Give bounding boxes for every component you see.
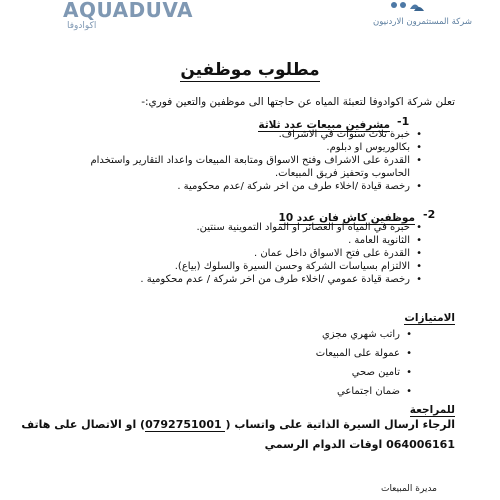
bullet-icon: • bbox=[406, 329, 412, 340]
bullet-icon: • bbox=[416, 235, 422, 246]
list-item: • رخصة قيادة /اخلاء طرف من اخر شركة /عدم محكومية . bbox=[177, 181, 422, 192]
bullet-icon: • bbox=[416, 274, 422, 285]
list-item: • بكالوريوس او دبلوم. bbox=[326, 142, 422, 153]
bullet-icon: • bbox=[416, 181, 422, 192]
section-2-title: موظفين كاش فان عدد 10 bbox=[278, 212, 415, 224]
section-1-title: مشرفين مبيعات عدد ثلاثة bbox=[258, 119, 390, 131]
list-item: • القدرة على فتح الاسواق داخل عمان . bbox=[253, 248, 422, 259]
benefits-heading: الامتيازات bbox=[404, 312, 455, 324]
section-2-list bbox=[140, 221, 422, 286]
bullet-icon: • bbox=[406, 386, 412, 397]
bullet-icon: • bbox=[416, 142, 422, 153]
list-item: • تامين صحي bbox=[316, 363, 412, 382]
list-item: • راتب شهري مجزي bbox=[316, 325, 412, 344]
signature-title: مديرة المبيعات bbox=[380, 484, 437, 494]
brand-name-ar: اكوادوفا bbox=[67, 21, 97, 31]
brand-name-en: AQUADUVA bbox=[63, 0, 194, 22]
bullet-icon: • bbox=[416, 248, 422, 259]
page-title-text: مطلوب موظفين bbox=[180, 60, 320, 80]
list-item: • القدرة على الاشراف وفتح الاسواق ومتابعة المبيعات واعداد التقارير واستخدام الحاسوب وتحفيز فريق المبيعات. bbox=[90, 155, 422, 179]
company-mark-icon bbox=[388, 0, 428, 14]
list-item: • الالتزام بسياسات الشركة وحسن السيرة والسلوك (بياع). bbox=[174, 261, 422, 272]
list-item: • خبرة في المياه او العصائر او المواد التموينية سنتين. bbox=[196, 222, 422, 233]
section-1-number: -1 bbox=[397, 115, 410, 128]
section-1-list bbox=[70, 128, 422, 193]
bullet-icon: • bbox=[416, 155, 422, 166]
list-item: • عمولة على المبيعات bbox=[316, 344, 412, 363]
page-title bbox=[0, 60, 500, 80]
section-2-number: -2 bbox=[423, 208, 436, 221]
bullet-icon: • bbox=[406, 367, 412, 378]
list-item: • خبرة ثلاث سنوات في الاشراف. bbox=[278, 129, 422, 140]
benefits-list bbox=[316, 325, 412, 401]
whatsapp-number: 0792751001 bbox=[145, 418, 226, 431]
intro-text: تعلن شركة اكوادوفا لتعبئة المياه عن حاجتها الى موظفين والتعين فوري:- bbox=[141, 96, 455, 108]
contact-line-1: الرجاء ارسال السيرة الذاتية على واتساب ( 0792751001) او الاتصال على هاتف bbox=[21, 418, 455, 431]
list-item: • الثانوية العامة . bbox=[348, 235, 422, 246]
bullet-icon: • bbox=[416, 261, 422, 272]
company-name: شركة المستثمرون الاردنيون bbox=[372, 17, 472, 27]
review-heading: للمراجعة bbox=[409, 404, 455, 416]
list-item: • رخصة قيادة عمومي /اخلاء طرف من اخر شركة / عدم محكومية . bbox=[140, 274, 422, 285]
bullet-icon: • bbox=[416, 222, 422, 233]
contact-line-2: 064006161 اوقات الدوام الرسمي bbox=[264, 438, 455, 451]
list-item: • ضمان اجتماعي bbox=[316, 382, 412, 401]
bullet-icon: • bbox=[416, 129, 422, 140]
phone-number: 064006161 bbox=[386, 438, 455, 451]
aquaduva-logo bbox=[63, 0, 194, 31]
bullet-icon: • bbox=[406, 348, 412, 359]
